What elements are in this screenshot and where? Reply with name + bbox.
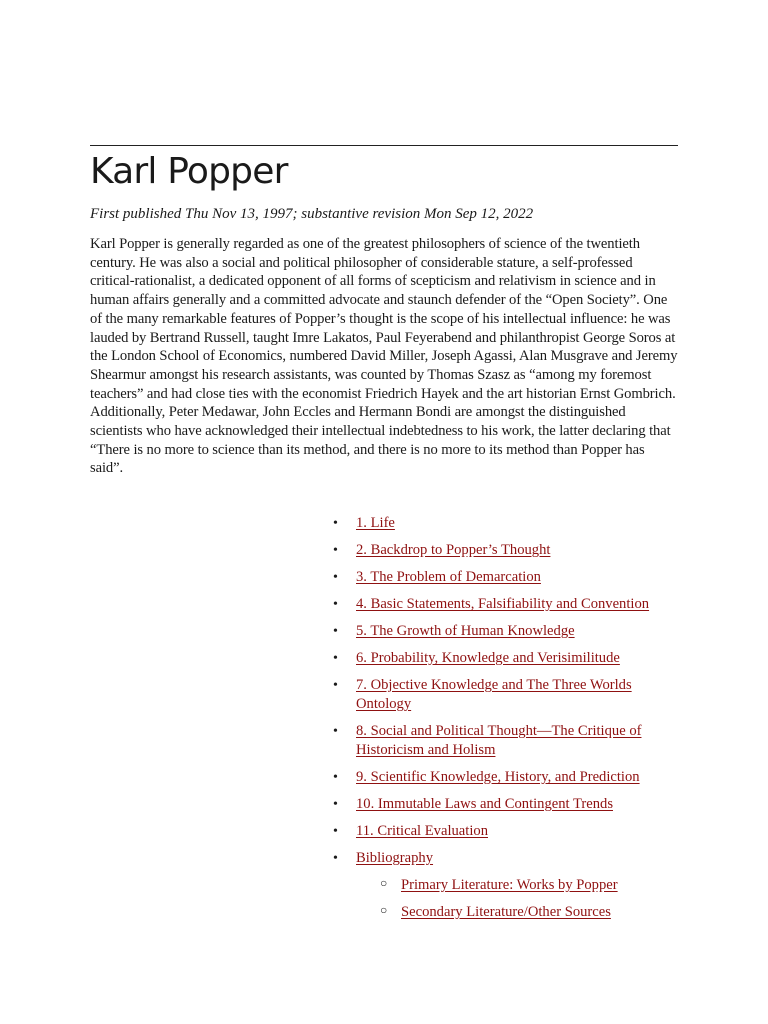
toc-link-life[interactable]: 1. Life	[356, 515, 395, 531]
toc-item-bibliography	[333, 849, 678, 922]
table-of-contents	[333, 514, 678, 930]
toc-link-growth[interactable]: 5. The Growth of Human Knowledge	[356, 623, 575, 639]
bullet-icon: •	[333, 570, 338, 585]
toc-item-life	[333, 514, 678, 533]
toc-item-social-political	[333, 722, 678, 760]
toc-link-immutable-laws[interactable]: 10. Immutable Laws and Contingent Trends	[356, 796, 613, 812]
bullet-icon: •	[333, 597, 338, 612]
toc-link-social-political[interactable]: 8. Social and Political Thought—The Critique of Historicism and Holism	[356, 723, 642, 758]
bullet-icon: •	[333, 624, 338, 639]
toc-link-bibliography[interactable]: Bibliography	[356, 850, 434, 866]
bullet-icon: •	[333, 724, 338, 739]
toc-item-immutable-laws	[333, 795, 678, 814]
toc-item-demarcation	[333, 568, 678, 587]
circle-bullet-icon: ○	[380, 903, 388, 917]
toc-item-critical-evaluation	[333, 822, 678, 841]
toc-link-backdrop[interactable]: 2. Backdrop to Popper’s Thought	[356, 542, 551, 558]
toc-item-probability	[333, 649, 678, 668]
toc-item-basic-statements	[333, 595, 678, 614]
circle-bullet-icon: ○	[380, 876, 388, 890]
bullet-icon: •	[333, 824, 338, 839]
bullet-icon: •	[333, 797, 338, 812]
toc-subitem-primary-literature	[356, 876, 678, 895]
toc-item-growth	[333, 622, 678, 641]
toc-link-primary-literature[interactable]: Primary Literature: Works by Popper	[401, 877, 618, 893]
toc-link-demarcation[interactable]: 3. The Problem of Demarcation	[356, 569, 541, 585]
toc-link-critical-evaluation[interactable]: 11. Critical Evaluation	[356, 823, 488, 839]
toc-link-scientific-knowledge[interactable]: 9. Scientific Knowledge, History, and Prediction	[356, 769, 640, 785]
bullet-icon: •	[333, 543, 338, 558]
toc-item-backdrop	[333, 541, 678, 560]
bullet-icon: •	[333, 678, 338, 693]
toc-link-probability[interactable]: 6. Probability, Knowledge and Verisimilitude	[356, 650, 620, 666]
toc-link-secondary-literature[interactable]: Secondary Literature/Other Sources	[401, 904, 611, 920]
bullet-icon: •	[333, 516, 338, 531]
toc-link-basic-statements[interactable]: 4. Basic Statements, Falsifiability and Convention	[356, 596, 650, 612]
preamble-paragraph: Karl Popper is generally regarded as one of the greatest philosophers of science of the twentieth century. He was also a social and political philosopher of considerable stature, a self-professed critical-rationalist, a dedicated opponent of all forms of scepticism and relativism in science and in human affairs generally and a committed advocate and staunch defender of the “Open Society”. One of the many remarkable features of Popper’s thought is the scope of his intellectual influence: he was lauded by Bertrand Russell, taught Imre Lakatos, Paul Feyerabend and philanthropist George Soros at the London School of Economics, numbered David Miller, Joseph Agassi, Alan Musgrave and Jeremy Shearmur amongst his research assistants, was counted by Thomas Szasz as “among my foremost teachers” and had close ties with the economist Friedrich Hayek and the art historian Ernst Gombrich. Additionally, Peter Medawar, John Eccles and Hermann Bondi are amongst the distinguished scientists who have acknowledged their intellectual indebtedness to his work, the latter declaring that “There is no more to science than its method, and there is no more to its method than Popper has said”.	[90, 236, 678, 477]
publication-info: First published Thu Nov 13, 1997; substantive revision Mon Sep 12, 2022	[90, 206, 534, 222]
toc-item-scientific-knowledge	[333, 768, 678, 787]
bullet-icon: •	[333, 851, 338, 866]
toc-link-objective-knowledge[interactable]: 7. Objective Knowledge and The Three Worlds Ontology	[356, 677, 632, 712]
bullet-icon: •	[333, 651, 338, 666]
toc-item-objective-knowledge	[333, 676, 678, 714]
page-title: Karl Popper	[90, 151, 288, 192]
bullet-icon: •	[333, 770, 338, 785]
title-divider	[90, 145, 678, 146]
toc-subitem-secondary-literature	[356, 903, 678, 922]
bibliography-sublist	[356, 876, 678, 922]
